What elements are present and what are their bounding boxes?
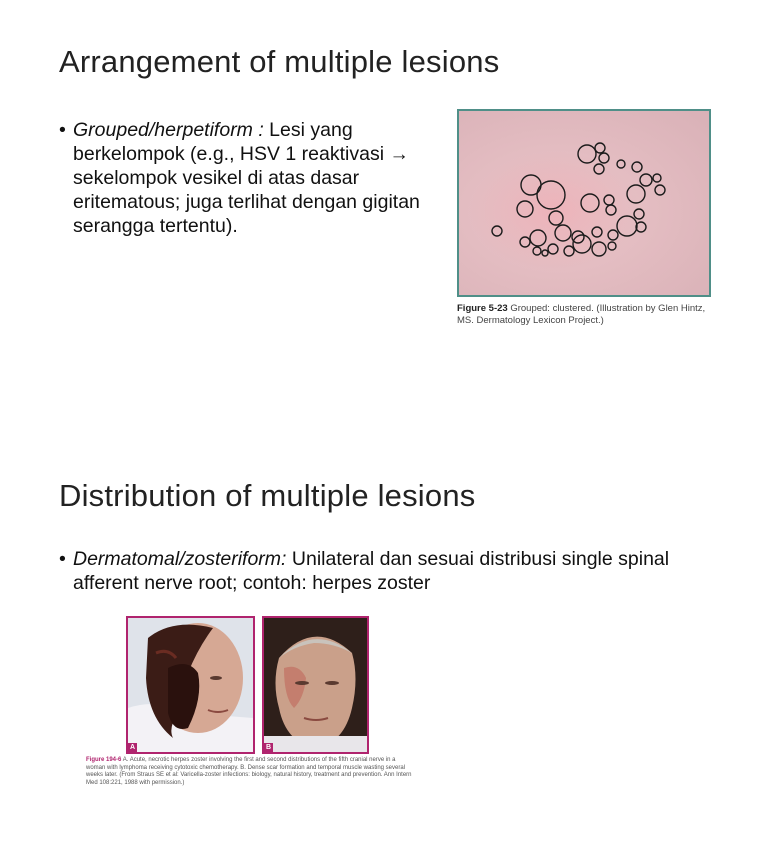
bullet-description: Unilateral dan sesuai distribusi single spinal afferent nerve root; contoh: herpes zoster: [73, 548, 670, 594]
figure-label: Figure 194-6: [86, 757, 122, 763]
photo-tag: B: [265, 744, 272, 751]
bullet-description: Lesi yang berkelompok (e.g., HSV 1 reaktivasi → sekelompok vesikel di atas dasar eritematous; juga terlihat dengan gigitan serangga tertentu).: [73, 119, 420, 237]
figure-caption: [86, 757, 416, 787]
slide-distribution: [0, 433, 768, 866]
figure-caption: [457, 303, 717, 327]
figure-caption-text: A. Acute, necrotic herpes zoster involving the first and second distributions of the fifth cranial nerve in a woman with lymphoma receiving cytotoxic chemotherapy. B. Dense scar formation and temporal muscle wasting several weeks later. (From Straus SE et al: Varicella-zoster infections: biology, natural history, treatment and prevention. Ann Intern Med 108:221, 1988 with permission.): [86, 757, 412, 786]
figure-caption-text: Grouped: clustered. (Illustration by Glen Hintz, MS. Dermatology Lexicon Project.): [457, 303, 706, 326]
grouped-lesions-illustration: [457, 109, 711, 297]
figure-label: Figure 5-23: [457, 303, 508, 314]
bullet-term: Dermatomal/zosteriform:: [73, 548, 287, 570]
slide-title: Distribution of multiple lesions: [59, 478, 476, 513]
photo-tag: A: [129, 744, 136, 751]
slide-title: Arrangement of multiple lesions: [59, 44, 500, 79]
bullet-dot: •: [59, 548, 66, 570]
bullet-dermatomal: [59, 547, 719, 595]
photo-acute-zoster: [126, 616, 255, 754]
bullet-text: [73, 547, 719, 595]
photo-zoster-scarring: [262, 616, 369, 754]
bullet-term: Grouped/herpetiform :: [73, 119, 264, 141]
bullet-text: [73, 118, 449, 238]
bullet-dot: •: [59, 119, 66, 141]
bullet-grouped: [59, 118, 449, 238]
